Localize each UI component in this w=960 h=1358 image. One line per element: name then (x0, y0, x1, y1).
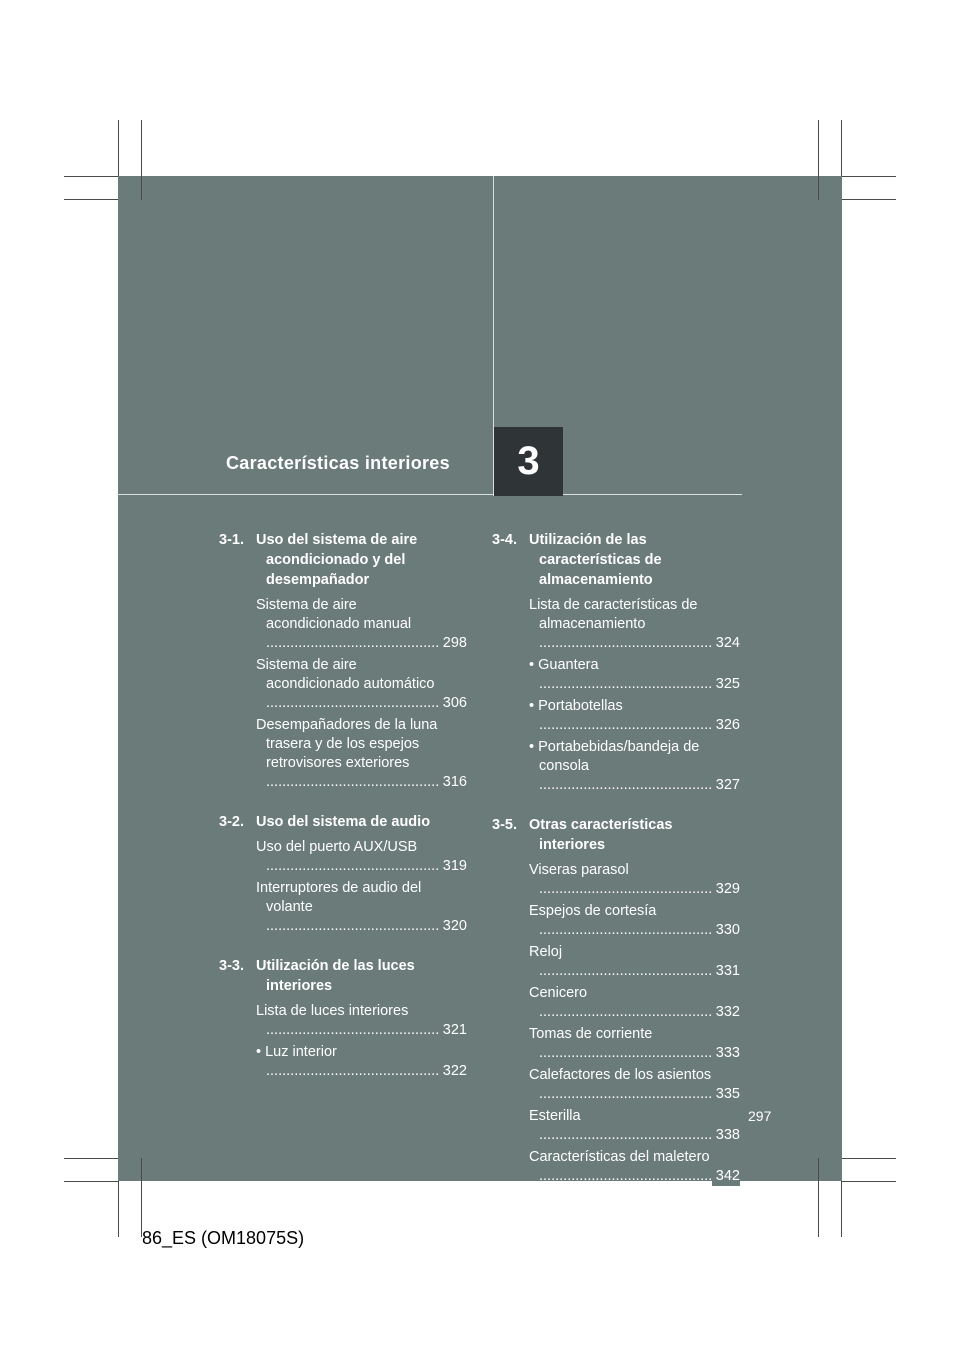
chapter-number-box (494, 427, 563, 496)
toc-entry-page: 320 (439, 917, 467, 936)
crop-mark (818, 120, 819, 200)
crop-mark (842, 176, 896, 177)
toc-entry[interactable] (219, 1002, 467, 1040)
toc-section (492, 530, 740, 795)
toc-entry-page: 325 (712, 675, 740, 694)
toc-entry-page: 331 (712, 962, 740, 981)
section-heading[interactable] (219, 530, 467, 590)
toc-entry-body (529, 738, 740, 795)
toc-entry-body (529, 1148, 740, 1186)
toc-entry-page: 321 (439, 1021, 467, 1040)
toc-entry-page: 330 (712, 921, 740, 940)
toc-entry-page: 319 (439, 857, 467, 876)
toc-entry-body (256, 879, 467, 936)
footer-code: 86_ES (OM18075S) (142, 1228, 305, 1248)
toc-entry-label: Lista de características de almacenamiento ..... (529, 596, 740, 653)
section-title: Uso del sistema de aire acondicionado y del desempañador (256, 532, 418, 588)
toc-entry-label: Reloj ..... (529, 943, 740, 981)
toc-section (219, 956, 467, 1081)
toc-section (492, 815, 740, 1186)
toc-entry[interactable] (492, 1066, 740, 1104)
page-number: 297 (748, 1108, 772, 1124)
toc-column-right (492, 530, 740, 1206)
chapter-title: Características interiores (226, 453, 450, 473)
section-number: 3-4. (492, 532, 517, 548)
toc-entry[interactable] (492, 1107, 740, 1145)
toc-entry-label: • Portabebidas/bandeja de consola ..... (529, 738, 740, 795)
toc-entry[interactable] (492, 596, 740, 653)
section-number: 3-5. (492, 817, 517, 833)
toc-entry-page: 335 (712, 1085, 740, 1104)
toc-entry-page: 342 (712, 1167, 740, 1186)
crop-mark (64, 176, 118, 177)
section-title: Utilización de las características de almacenamiento (529, 532, 662, 588)
section-title: Otras características interiores (529, 817, 673, 853)
toc-entry-body (256, 838, 467, 876)
crop-mark (118, 1181, 119, 1237)
chapter-number: 3 (517, 439, 540, 483)
toc-entry-body (256, 656, 467, 713)
toc-entry-page: 333 (712, 1044, 740, 1063)
section-number: 3-2. (219, 814, 244, 830)
section-number: 3-1. (219, 532, 244, 548)
toc-entry-label: Esterilla ..... (529, 1107, 740, 1145)
toc-entry-page: 332 (712, 1003, 740, 1022)
toc-entry[interactable] (492, 1148, 740, 1186)
crop-mark (64, 199, 118, 200)
crop-mark (818, 1158, 819, 1237)
toc-entry-label: Tomas de corriente ..... (529, 1025, 740, 1063)
crop-mark (842, 1181, 896, 1182)
section-heading[interactable] (219, 956, 467, 996)
crop-mark (842, 199, 896, 200)
crop-mark (64, 1158, 118, 1159)
toc-entry-body (529, 861, 740, 899)
toc-entry[interactable] (492, 1025, 740, 1063)
crop-mark (841, 1181, 842, 1237)
toc-entry[interactable] (492, 861, 740, 899)
toc-entry-body (529, 697, 740, 735)
toc-entry-label: Calefactores de los asientos ..... (529, 1066, 740, 1104)
toc-entry-body (529, 1066, 740, 1104)
toc-entry-body (256, 716, 467, 792)
toc-entry-body (529, 1025, 740, 1063)
toc-entry[interactable] (492, 943, 740, 981)
toc-entry-page: 306 (439, 694, 467, 713)
section-heading[interactable] (492, 530, 740, 590)
section-heading[interactable] (219, 812, 467, 832)
toc-entry[interactable] (219, 838, 467, 876)
toc-entry-body (256, 1002, 467, 1040)
toc-entry-body (256, 1043, 467, 1081)
toc-entry-page: 338 (712, 1126, 740, 1145)
toc-section (219, 530, 467, 792)
toc-entry[interactable] (492, 738, 740, 795)
toc-entry-body (529, 1107, 740, 1145)
toc-entry[interactable] (219, 1043, 467, 1081)
toc-entry-body (529, 943, 740, 981)
toc-column-left (219, 530, 467, 1101)
toc-entry-page: 322 (439, 1062, 467, 1081)
section-title: Uso del sistema de audio (256, 814, 431, 830)
toc-entry[interactable] (219, 656, 467, 713)
toc-entry-label: • Luz interior ..... (256, 1043, 467, 1081)
toc-entry-label: Interruptores de audio del volante ..... (256, 879, 467, 936)
crop-mark (141, 1158, 142, 1237)
toc-entry-page: 326 (712, 716, 740, 735)
toc-entry-page: 298 (439, 634, 467, 653)
toc-entry[interactable] (492, 984, 740, 1022)
section-heading[interactable] (492, 815, 740, 855)
toc-section (219, 812, 467, 936)
toc-entry[interactable] (492, 902, 740, 940)
toc-entry-body (529, 656, 740, 694)
toc-entry-page: 316 (439, 773, 467, 792)
toc-entry-label: Desempañadores de la luna trasera y de los espejos retrovisores exteriores ..... (256, 716, 467, 792)
toc-entry-page: 324 (712, 634, 740, 653)
toc-entry[interactable] (219, 716, 467, 792)
toc-entry-body (256, 596, 467, 653)
toc-entry-body (529, 596, 740, 653)
toc-entry-label: Características del maletero ..... (529, 1148, 740, 1186)
toc-entry-label: Espejos de cortesía ..... (529, 902, 740, 940)
section-title: Utilización de las luces interiores (256, 958, 415, 994)
toc-entry-body (529, 902, 740, 940)
header-divider-horizontal (118, 494, 742, 495)
crop-mark (118, 120, 119, 176)
toc-entry-label: • Guantera ..... (529, 656, 740, 694)
toc-entry[interactable] (219, 596, 467, 653)
toc-entry-label: Viseras parasol ..... (529, 861, 740, 899)
crop-mark (841, 120, 842, 176)
crop-mark (842, 1158, 896, 1159)
toc-entry-label: Sistema de aire acondicionado automático ..... (256, 656, 467, 713)
toc-entry-label: Sistema de aire acondicionado manual ..... (256, 596, 467, 653)
crop-mark (64, 1181, 118, 1182)
crop-mark (141, 120, 142, 200)
toc-entry[interactable] (492, 656, 740, 694)
toc-entry-label: Uso del puerto AUX/USB ..... (256, 838, 467, 876)
section-number: 3-3. (219, 958, 244, 974)
toc-entry-body (529, 984, 740, 1022)
toc-entry-page: 329 (712, 880, 740, 899)
toc-entry-label: • Portabotellas ..... (529, 697, 740, 735)
toc-entry[interactable] (219, 879, 467, 936)
toc-entry-page: 327 (712, 776, 740, 795)
toc-entry-label: Cenicero ..... (529, 984, 740, 1022)
toc-entry-label: Lista de luces interiores ..... (256, 1002, 467, 1040)
toc-entry[interactable] (492, 697, 740, 735)
